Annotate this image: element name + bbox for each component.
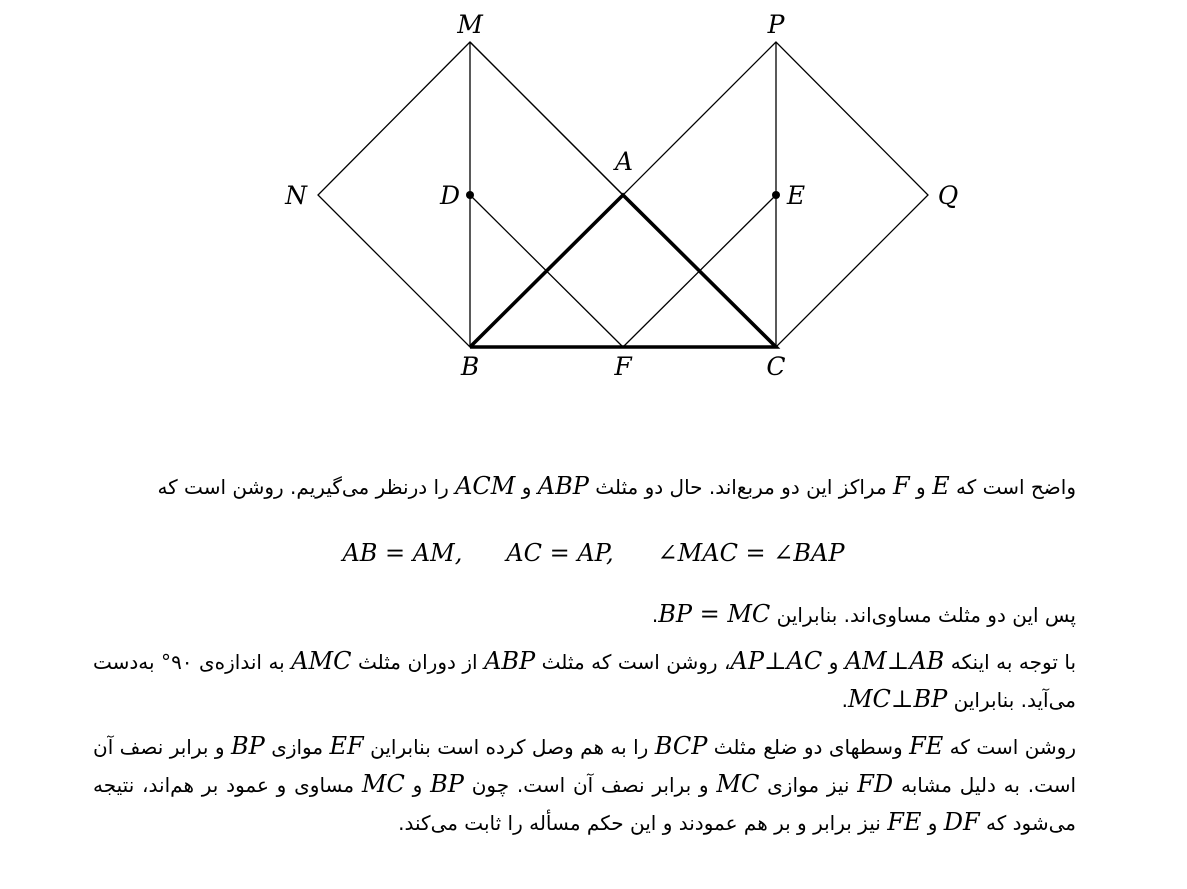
paragraph-4	[93, 728, 1076, 842]
geometry-figure	[0, 0, 1187, 420]
p2-text: پس این دو مثلث مساوی‌اند. بنابراین	[776, 603, 1076, 627]
p4-math: MC	[361, 770, 405, 798]
p4-text: نیز موازی	[767, 773, 850, 797]
p3-text: به اندازه‌ی ۹۰° به‌دست می‌آید. بنابراین	[93, 650, 1076, 712]
p4-text: وسطهای دو ضلع مثلث	[713, 735, 903, 759]
p4-math: FE	[909, 732, 944, 760]
triangle-abc	[470, 195, 776, 347]
p4-text: و	[927, 811, 938, 835]
p4-math: EF	[329, 732, 364, 760]
p2-math-bp-mc: BP = MC	[658, 600, 771, 628]
p4-math: BP	[430, 770, 464, 798]
label-a: A	[614, 147, 634, 176]
p2-text: .	[651, 603, 659, 627]
p1-math-acm: ACM	[455, 472, 516, 500]
p4-text: روشن است که	[949, 735, 1076, 759]
label-d: D	[439, 181, 461, 210]
p4-text: و	[412, 773, 423, 797]
p4-text: و برابر نصف آن است. به دلیل مشابه	[93, 735, 1077, 797]
p3-text: ، روشن است که مثلث	[541, 650, 731, 674]
p1-text: واضح است که	[955, 475, 1076, 499]
paragraph-2	[93, 596, 1076, 634]
equation-angles: ∠MAC = ∠BAP	[657, 539, 845, 567]
label-e: E	[786, 181, 806, 210]
p4-text: و برابر نصف آن است. چون	[471, 773, 709, 797]
p4-text: نیز برابر و بر هم عمودند و این حکم مسأله را ثابت می‌کند.	[398, 811, 881, 835]
paragraph-3	[93, 643, 1076, 719]
p4-math: FD	[857, 770, 894, 798]
equation-ab-am: AB = AM,	[342, 539, 463, 567]
label-p: P	[767, 10, 785, 39]
segment-ma	[470, 42, 623, 195]
equation-ac-ap: AC = AP,	[506, 539, 614, 567]
label-m: M	[457, 10, 483, 39]
p3-math-am-ab: AM⊥AB	[844, 647, 945, 675]
label-n: N	[285, 181, 307, 210]
p1-text: و	[916, 475, 926, 499]
p4-text: مساوی و عمود بر هم‌اند، نتیجه می‌شود که	[93, 773, 1076, 835]
paragraph-1	[93, 468, 1076, 506]
p1-text: و	[521, 475, 532, 499]
p1-math-f: F	[893, 472, 910, 500]
p4-text: موازی	[271, 735, 324, 759]
p4-text: را به هم وصل کرده است بنابراین	[370, 735, 649, 759]
p4-math: FE	[887, 808, 922, 836]
label-f: F	[614, 352, 632, 381]
p1-math-abp: ABP	[537, 472, 589, 500]
p3-math-abp: ABP	[484, 647, 536, 675]
point-e-dot	[772, 191, 780, 199]
label-c: C	[766, 352, 786, 381]
p1-math-e: E	[932, 472, 950, 500]
p1-text: را درنظر می‌گیریم. روشن است که	[157, 475, 449, 499]
p3-math-ap-ac: AP⊥AC	[730, 647, 823, 675]
equation-line	[0, 538, 1187, 567]
p4-math: BP	[230, 732, 265, 760]
p3-text: از دوران مثلث	[357, 650, 478, 674]
p4-math: DF	[943, 808, 980, 836]
p1-text: مراکز این دو مربع‌اند. حال دو مثلث	[595, 475, 887, 499]
p4-math: MC	[716, 770, 760, 798]
p3-text: و	[828, 650, 839, 674]
p4-math: BCP	[654, 732, 708, 760]
p3-math-mc-bp: MC⊥BP	[847, 685, 948, 713]
point-d-dot	[466, 191, 474, 199]
p3-text: .	[841, 688, 848, 712]
p3-math-amc: AMC	[291, 647, 352, 675]
label-q: Q	[937, 181, 959, 210]
p3-text: با توجه به اینکه	[950, 650, 1077, 674]
label-b: B	[460, 352, 480, 381]
